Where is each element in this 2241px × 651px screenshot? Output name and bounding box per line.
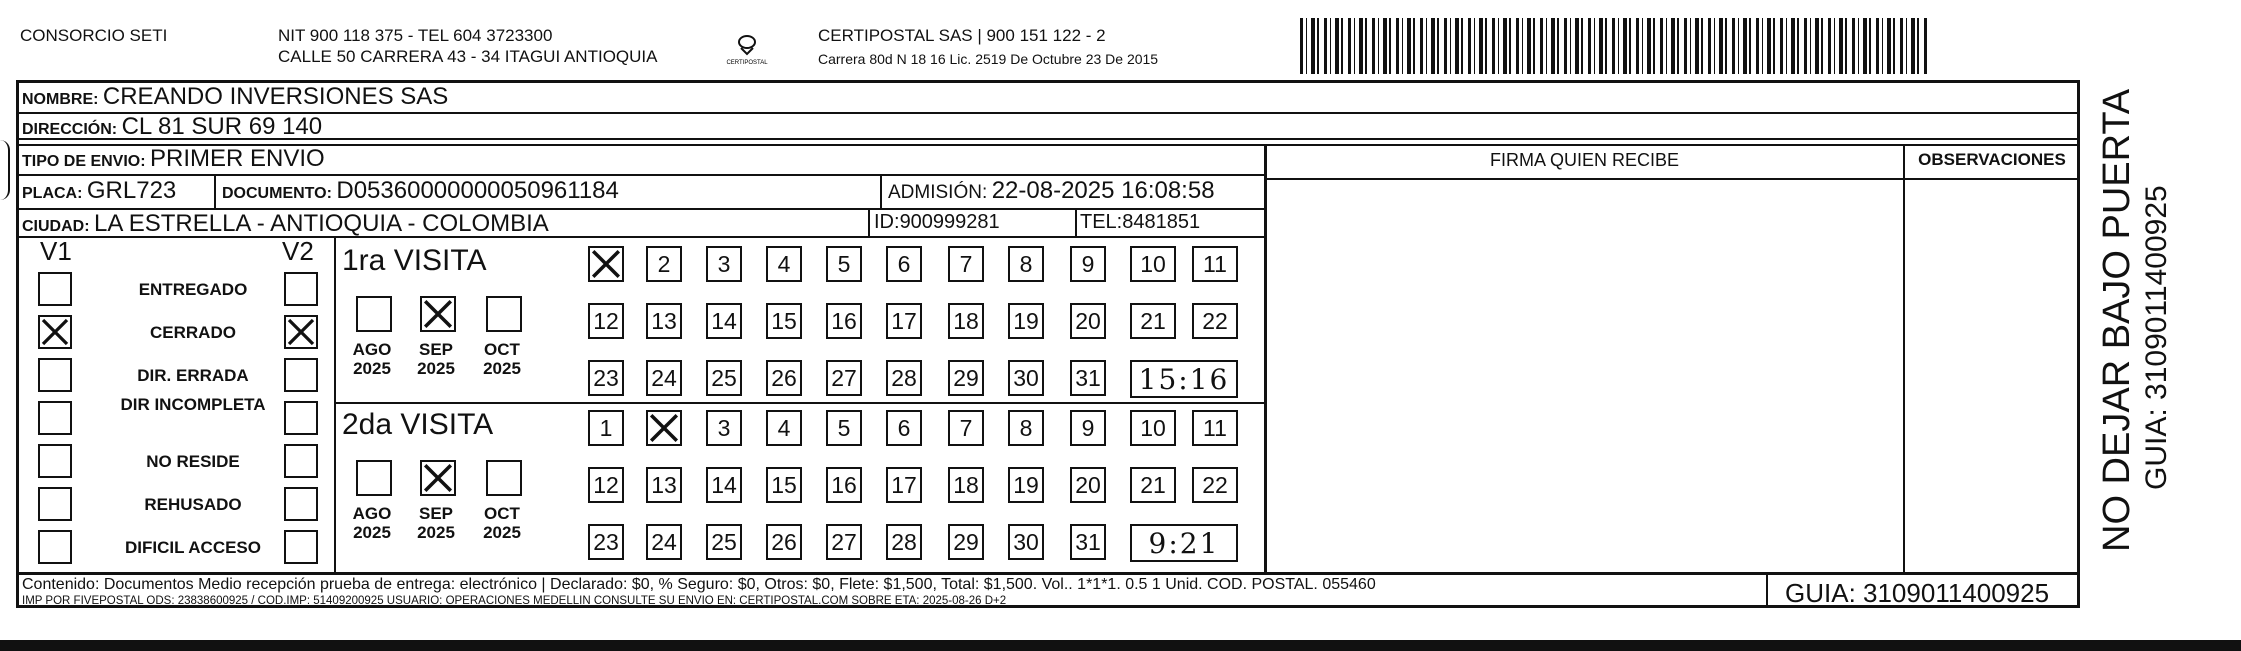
day-number: 22 (1202, 307, 1228, 334)
divider (1264, 178, 2078, 180)
month-name: AGO (352, 504, 392, 523)
visit2-month-checkbox[interactable] (356, 460, 392, 496)
visit2-day-box[interactable] (646, 524, 682, 560)
side-warning: NO DEJAR BAJO PUERTA (2096, 88, 2138, 552)
day-number: 17 (891, 471, 917, 498)
day-number: 2 (657, 250, 671, 277)
visit2-day-box[interactable] (588, 467, 624, 503)
sender-address: CALLE 50 CARRERA 43 - 34 ITAGUI ANTIOQUIA (278, 47, 658, 66)
status-label: REHUSADO (144, 495, 242, 514)
day-number: 7 (959, 414, 973, 441)
visit2-month-label (344, 504, 400, 542)
divider (1075, 210, 1077, 236)
visit1-time-box[interactable]: 15:16 (1130, 360, 1238, 398)
visit1-day-box[interactable] (646, 303, 682, 339)
day-number: 29 (953, 364, 979, 391)
month-year: 2025 (483, 359, 521, 378)
visit1-day-box[interactable] (588, 246, 624, 282)
visit2-day-box[interactable] (948, 524, 984, 560)
visit1-day-box[interactable] (886, 246, 922, 282)
visit1-day-box[interactable] (948, 303, 984, 339)
day-number: 12 (593, 471, 619, 498)
visit1-day-box[interactable] (1008, 246, 1044, 282)
month-year: 2025 (353, 359, 391, 378)
tipo-label: TIPO DE ENVIO: (22, 153, 146, 170)
nombre-label: NOMBRE: (22, 91, 99, 108)
day-number: 19 (1013, 307, 1039, 334)
status-label: DIR INCOMPLETA (120, 395, 266, 414)
day-number: 27 (831, 528, 857, 555)
visit1-month-checkbox[interactable] (420, 296, 456, 332)
day-number: 27 (831, 364, 857, 391)
visit1-day-box[interactable] (826, 303, 862, 339)
day-number: 14 (711, 471, 737, 498)
day-number: 20 (1075, 307, 1101, 334)
visit2-day-box[interactable] (706, 467, 742, 503)
visit2-day-box[interactable] (948, 467, 984, 503)
v1-checkbox[interactable] (38, 358, 72, 392)
tipo-envio-row (22, 145, 325, 173)
visit1-day-box[interactable] (1130, 246, 1176, 282)
visit2-day-box[interactable] (1192, 467, 1238, 503)
visit1-day-box[interactable] (706, 360, 742, 396)
visit1-day-box[interactable] (1192, 303, 1238, 339)
contenido-text: Contenido: Documentos Medio recepción prueba de entrega: electrónico | Declarado: $0, % Seguro: $0, Otros: $0, Flete: $1,500, Total: $1,500. Vol.. 1*1*1. 0.5 1 Unid. COD. POSTAL. 055460 (22, 576, 1376, 593)
status-label: NO RESIDE (146, 452, 240, 471)
bottom-rule (0, 640, 2241, 651)
divider (16, 572, 2078, 575)
visit1-day-box[interactable] (826, 360, 862, 396)
v1-header: V1 (40, 236, 72, 266)
visit2-day-box[interactable] (826, 467, 862, 503)
direccion-value: CL 81 SUR 69 140 (121, 113, 323, 140)
visit2-month-checkbox[interactable] (420, 460, 456, 496)
month-year: 2025 (417, 359, 455, 378)
visit2-day-box[interactable] (1130, 410, 1176, 446)
signature-area[interactable] (1268, 182, 1900, 570)
day-number: 13 (651, 307, 677, 334)
visit2-day-box[interactable] (1070, 524, 1106, 560)
v1-checkbox[interactable] (38, 272, 72, 306)
imp-text: IMP POR FIVEPOSTAL ODS: 23838600925 / COD.IMP: 51409200925 USUARIO: OPERACIONES MEDELLIN CONSULTE SU ENVIO EN: CERTIPOSTAL.COM SOBRE ETA: 2025-08-26 D+2 (22, 595, 1007, 607)
day-number: 9 (1081, 250, 1095, 277)
divider (880, 176, 882, 208)
visit2-day-box[interactable] (706, 524, 742, 560)
month-name: SEP (418, 340, 454, 359)
tipo-value: PRIMER ENVIO (150, 145, 325, 172)
visit1-day-box[interactable] (646, 246, 682, 282)
day-number: 21 (1140, 307, 1166, 334)
logo-text: CERTIPOSTAL (726, 60, 768, 66)
direccion-label: DIRECCIÓN: (22, 121, 118, 138)
visit2-day-box[interactable] (766, 467, 802, 503)
barcode (1300, 18, 1930, 74)
day-number: 11 (1203, 250, 1227, 277)
day-number: 9 (1081, 414, 1095, 441)
firma-label: FIRMA QUIEN RECIBE (1489, 150, 1680, 170)
visit1-day-box[interactable] (766, 360, 802, 396)
visit2-day-box[interactable] (1070, 467, 1106, 503)
visit2-day-box[interactable] (1070, 410, 1106, 446)
visit2-time-box[interactable]: 9:21 (1130, 524, 1238, 562)
visit2-day-box[interactable] (588, 410, 624, 446)
documento-row (222, 177, 619, 205)
visit2-day-box[interactable] (706, 410, 742, 446)
nombre-value: CREANDO INVERSIONES SAS (102, 83, 449, 110)
v1-checkbox[interactable] (38, 444, 72, 478)
visit2-day-box[interactable] (948, 410, 984, 446)
visit1-month-label (408, 340, 464, 378)
status-label: CERRADO (150, 323, 236, 342)
admision-value: 22-08-2025 16:08:58 (991, 177, 1215, 204)
day-number: 3 (717, 414, 731, 441)
sender-nit: NIT 900 118 375 - TEL 604 3723300 (278, 26, 553, 45)
day-number: 6 (897, 250, 911, 277)
visit2-day-box[interactable] (886, 410, 922, 446)
visit2-day-box[interactable] (1130, 467, 1176, 503)
id-row (874, 211, 1000, 234)
admision-row (888, 177, 1215, 205)
status-label: ENTREGADO (138, 280, 248, 299)
visit1-title: 1ra VISITA (342, 244, 487, 277)
day-number: 26 (771, 364, 797, 391)
visit2-day-box[interactable] (646, 410, 682, 446)
visit2-day-box[interactable] (886, 524, 922, 560)
id-label: ID: (874, 211, 900, 233)
v1-checkbox[interactable] (38, 487, 72, 521)
divider (16, 138, 2078, 140)
visit2-title: 2da VISITA (342, 408, 494, 441)
day-number: 17 (891, 307, 917, 334)
documento-value: D05360000000050961184 (336, 177, 619, 204)
day-number: 8 (1019, 250, 1033, 277)
day-number: 24 (651, 528, 677, 555)
day-number: 5 (837, 250, 851, 277)
day-number: 4 (777, 250, 791, 277)
visit1-month-label (344, 340, 400, 378)
day-number: 10 (1140, 414, 1166, 441)
visit2-day-box[interactable] (826, 410, 862, 446)
placa-label: PLACA: (22, 185, 83, 202)
month-name: SEP (418, 504, 454, 523)
day-number: 29 (953, 528, 979, 555)
visit1-day-box[interactable] (1070, 303, 1106, 339)
id-value: 900999281 (899, 211, 1000, 233)
day-number: 12 (593, 307, 619, 334)
visit2-day-box[interactable] (826, 524, 862, 560)
ciudad-value: LA ESTRELLA - ANTIOQUIA - COLOMBIA (94, 210, 549, 237)
day-number: 14 (711, 307, 737, 334)
day-number: 31 (1075, 364, 1101, 391)
day-number: 6 (897, 414, 911, 441)
side-guia: GUIA: 3109011400925 (2140, 185, 2173, 490)
day-number: 4 (777, 414, 791, 441)
nombre-row (22, 83, 448, 111)
documento-label: DOCUMENTO: (222, 185, 332, 202)
tel-row (1080, 211, 1200, 234)
day-number: 20 (1075, 471, 1101, 498)
ciudad-label: CIUDAD: (22, 218, 90, 235)
visit1-day-box[interactable] (766, 303, 802, 339)
day-number: 24 (651, 364, 677, 391)
visit2-day-box[interactable] (646, 467, 682, 503)
visit1-day-box[interactable] (826, 246, 862, 282)
visit1-day-box[interactable] (886, 360, 922, 396)
month-name: OCT (484, 340, 520, 359)
day-number: 23 (593, 528, 619, 555)
month-year: 2025 (417, 523, 455, 542)
month-year: 2025 (483, 523, 521, 542)
day-number: 18 (953, 307, 979, 334)
divider (868, 210, 870, 236)
visit2-day-box[interactable] (766, 410, 802, 446)
visit1-day-box[interactable] (1070, 246, 1106, 282)
observaciones-label: OBSERVACIONES (1918, 150, 2066, 169)
day-number: 15 (771, 307, 797, 334)
tel-label: TEL: (1080, 211, 1123, 233)
visit1-month-checkbox[interactable] (356, 296, 392, 332)
day-number: 23 (593, 364, 619, 391)
visit2-month-label (474, 504, 530, 542)
day-number: 10 (1140, 250, 1166, 277)
v1-checkbox[interactable] (38, 530, 72, 564)
ciudad-row (22, 210, 549, 238)
day-number: 31 (1075, 528, 1101, 555)
courier-license: Carrera 80d N 18 16 Lic. 2519 De Octubre 23 De 2015 (818, 51, 1159, 67)
tel-value: 8481851 (1122, 211, 1201, 233)
visit2-day-box[interactable] (1008, 524, 1044, 560)
visit1-day-box[interactable] (886, 303, 922, 339)
day-number: 28 (891, 364, 917, 391)
day-number: 7 (959, 250, 973, 277)
day-number: 18 (953, 471, 979, 498)
month-year: 2025 (353, 523, 391, 542)
status-label: DIR. ERRADA (137, 366, 249, 385)
day-number: 30 (1013, 528, 1039, 555)
v1-checkbox[interactable] (38, 401, 72, 435)
frame-left (16, 80, 19, 607)
day-number: 3 (717, 250, 731, 277)
visit1-day-box[interactable] (646, 360, 682, 396)
visit1-day-box[interactable] (766, 246, 802, 282)
month-name: AGO (352, 340, 392, 359)
visit1-day-box[interactable] (1070, 360, 1106, 396)
visit1-day-box[interactable] (948, 360, 984, 396)
divider (16, 112, 2078, 114)
bracket-mark (0, 140, 10, 200)
visit1-day-box[interactable] (1008, 360, 1044, 396)
direccion-row (22, 113, 322, 141)
visit1-day-box[interactable] (1130, 303, 1176, 339)
sender-name: CONSORCIO SETI (20, 26, 168, 45)
divider (1766, 574, 1768, 606)
courier-name: CERTIPOSTAL SAS | 900 151 122 - 2 (818, 26, 1106, 45)
day-number: 21 (1140, 471, 1166, 498)
visit2-day-box[interactable] (1008, 467, 1044, 503)
visit1-month-checkbox[interactable] (486, 296, 522, 332)
visit2-day-box[interactable] (766, 524, 802, 560)
visit1-day-box[interactable] (706, 303, 742, 339)
day-number: 13 (651, 471, 677, 498)
day-number: 8 (1019, 414, 1033, 441)
visit2-month-checkbox[interactable] (486, 460, 522, 496)
admision-label: ADMISIÓN: (888, 182, 988, 203)
visit1-day-box[interactable] (706, 246, 742, 282)
visit1-day-box[interactable] (1008, 303, 1044, 339)
visit1-day-box[interactable] (948, 246, 984, 282)
day-number: 5 (837, 414, 851, 441)
month-name: OCT (484, 504, 520, 523)
divider (214, 176, 216, 208)
placa-row (22, 177, 176, 205)
visit2-day-box[interactable] (886, 467, 922, 503)
day-number: 25 (711, 364, 737, 391)
divider (16, 174, 1266, 176)
divider (16, 144, 2078, 146)
day-number: 16 (831, 471, 857, 498)
day-number: 26 (771, 528, 797, 555)
day-number: 30 (1013, 364, 1039, 391)
day-number: 28 (891, 528, 917, 555)
day-number: 19 (1013, 471, 1039, 498)
day-number: 25 (711, 528, 737, 555)
day-number: 15 (771, 471, 797, 498)
divider (1264, 144, 1267, 574)
day-number: 22 (1202, 471, 1228, 498)
divider (334, 238, 336, 574)
footer-guia: GUIA: 3109011400925 (1785, 578, 2050, 608)
courier-logo (726, 30, 768, 66)
status-label: DIFICIL ACCESO (124, 538, 261, 557)
day-number: 1 (599, 414, 613, 441)
day-number: 16 (831, 307, 857, 334)
visit1-day-box[interactable] (1192, 246, 1238, 282)
visit1-day-box[interactable] (588, 303, 624, 339)
observaciones-area[interactable] (1908, 182, 2074, 570)
v1-checkbox[interactable] (38, 315, 72, 349)
visit2-day-box[interactable] (1008, 410, 1044, 446)
divider (1903, 144, 1905, 574)
v2-header: V2 (282, 236, 314, 266)
placa-value: GRL723 (86, 177, 177, 204)
visit2-day-box[interactable] (1192, 410, 1238, 446)
visit1-day-box[interactable] (588, 360, 624, 396)
visit1-month-label (474, 340, 530, 378)
day-number: 11 (1203, 414, 1227, 441)
visit2-month-label (408, 504, 464, 542)
visit2-day-box[interactable] (588, 524, 624, 560)
divider (334, 402, 1266, 404)
